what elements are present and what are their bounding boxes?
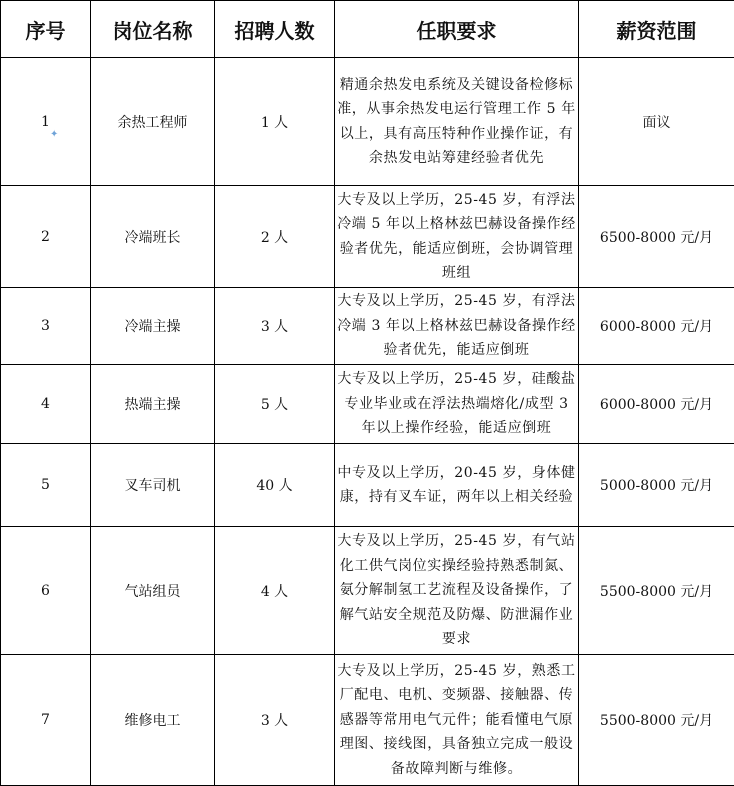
salary-range: 6000-8000 元/月 (579, 365, 734, 444)
position-title: 气站组员 (91, 527, 215, 655)
row-number: 1 (1, 58, 91, 186)
row-number: 4 (1, 365, 91, 444)
row-number: 5 (1, 444, 91, 527)
headcount: 2 人 (215, 186, 335, 288)
position-title: 冷端主操 (91, 288, 215, 365)
header-row (1, 1, 734, 58)
headcount: 3 人 (215, 288, 335, 365)
table-row (1, 58, 734, 186)
table-row (1, 444, 734, 527)
cursor-marker-icon: ✦ (50, 130, 58, 140)
position-title: 余热工程师 (91, 58, 215, 186)
row-number: 6 (1, 527, 91, 655)
headcount: 3 人 (215, 655, 335, 786)
position-title: 叉车司机 (91, 444, 215, 527)
position-title: 维修电工 (91, 655, 215, 786)
salary-range: 5500-8000 元/月 (579, 527, 734, 655)
salary-range: 面议 (579, 58, 734, 186)
requirements: 大专及以上学历，25-45 岁，有浮法冷端 5 年以上格林兹巴赫设备操作经验者优先，能适应倒班，会协调管理班组 (335, 186, 579, 288)
position-title: 热端主操 (91, 365, 215, 444)
requirements: 中专及以上学历，20-45 岁，身体健康，持有叉车证，两年以上相关经验 (335, 444, 579, 527)
table-row (1, 288, 734, 365)
salary-range: 5000-8000 元/月 (579, 444, 734, 527)
header-count: 招聘人数 (215, 1, 335, 58)
table-row (1, 365, 734, 444)
salary-range: 6000-8000 元/月 (579, 288, 734, 365)
salary-range: 5500-8000 元/月 (579, 655, 734, 786)
requirements: 大专及以上学历，25-45 岁，有气站化工供气岗位实操经验持熟悉制氮、氨分解制氢工艺流程及设备操作，了解气站安全规范及防爆、防泄漏作业要求 (335, 527, 579, 655)
requirements: 精通余热发电系统及关键设备检修标准，从事余热发电运行管理工作 5 年以上，具有高压特种作业操作证，有余热发电站筹建经验者优先 (335, 58, 579, 186)
row-number: 3 (1, 288, 91, 365)
table-row (1, 527, 734, 655)
row-number: 7 (1, 655, 91, 786)
salary-range: 6500-8000 元/月 (579, 186, 734, 288)
position-title: 冷端班长 (91, 186, 215, 288)
row-number: 2 (1, 186, 91, 288)
header-requirements: 任职要求 (335, 1, 579, 58)
table-row (1, 655, 734, 786)
requirements: 大专及以上学历，25-45 岁，有浮法冷端 3 年以上格林兹巴赫设备操作经验者优先，能适应倒班 (335, 288, 579, 365)
headcount: 4 人 (215, 527, 335, 655)
headcount: 40 人 (215, 444, 335, 527)
header-num: 序号 (1, 1, 91, 58)
requirements: 大专及以上学历，25-45 岁，熟悉工厂配电、电机、变频器、接触器、传感器等常用电气元件；能看懂电气原理图、接线图，具备独立完成一般设备故障判断与维修。 (335, 655, 579, 786)
requirements: 大专及以上学历，25-45 岁，硅酸盐专业毕业或在浮法热端熔化/成型 3 年以上操作经验，能适应倒班 (335, 365, 579, 444)
header-salary: 薪资范围 (579, 1, 734, 58)
table-row (1, 186, 734, 288)
headcount: 1 人 (215, 58, 335, 186)
header-title: 岗位名称 (91, 1, 215, 58)
headcount: 5 人 (215, 365, 335, 444)
